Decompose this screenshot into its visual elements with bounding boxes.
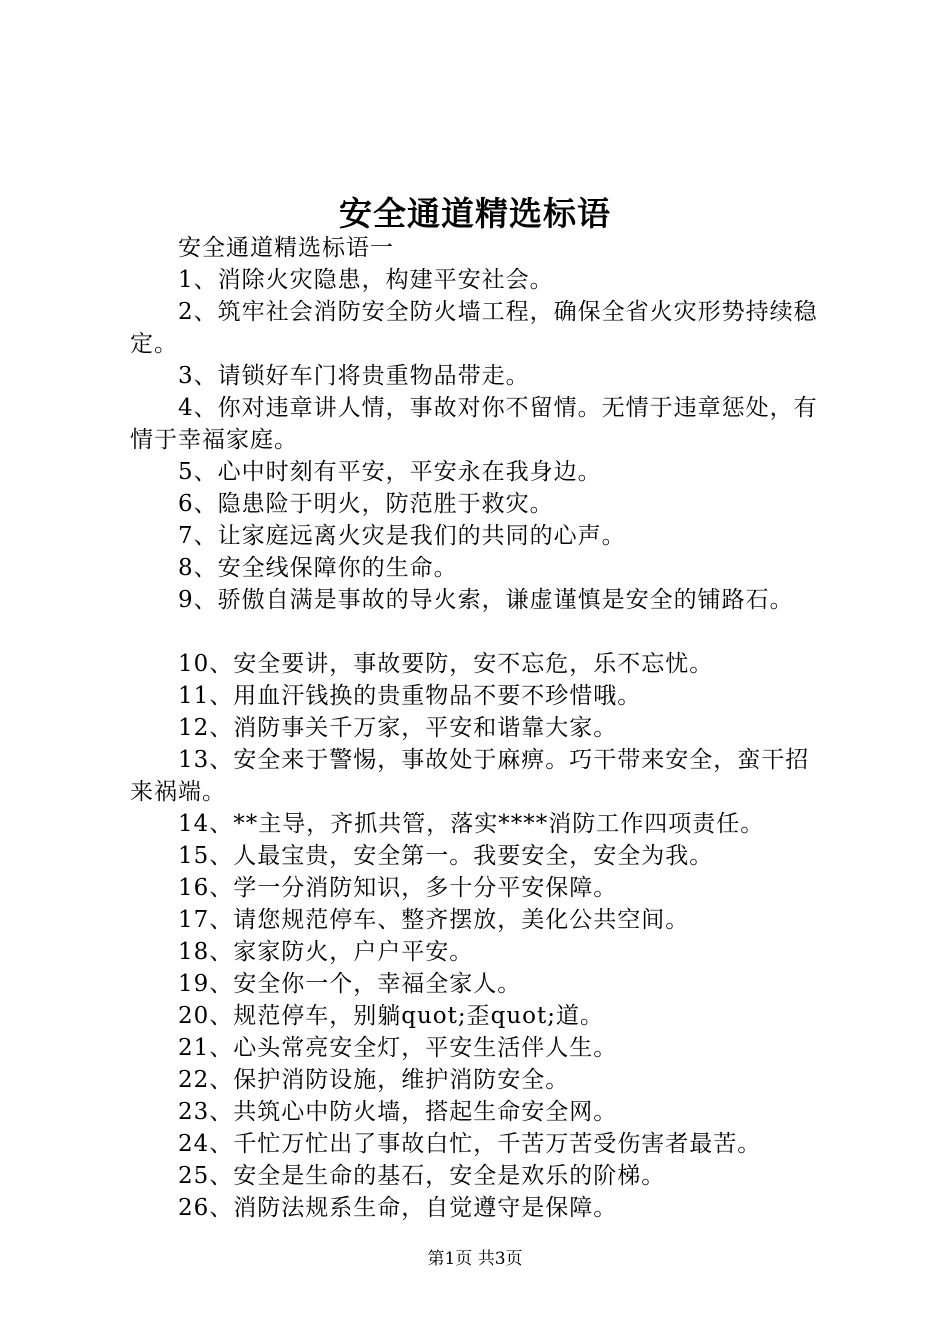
slogan-item: 11、用血汗钱换的贵重物品不要不珍惜哦。 [178,683,642,709]
slogan-item: 14、**主导，齐抓共管，落实****消防工作四项责任。 [178,811,765,837]
slogan-item: 3、请锁好车门将贵重物品带走。 [178,363,530,389]
paragraph-gap [130,616,830,648]
slogan-item: 20、规范停车，别躺quot;歪quot;道。 [178,1003,605,1029]
slogan-list-second [130,648,830,1224]
slogan-item: 23、共筑心中防火墙，搭起生命安全网。 [178,1099,618,1125]
document-title: 安全通道精选标语 [339,194,611,233]
document-body [130,232,830,1224]
slogan-item: 21、心头常亮安全灯，平安生活伴人生。 [178,1035,618,1061]
slogan-item: 26、消防法规系生命，自觉遵守是保障。 [178,1195,618,1221]
slogan-item: 24、千忙万忙出了事故白忙，千苦万苦受伤害者最苦。 [178,1131,762,1157]
slogan-item: 7、让家庭远离火灾是我们的共同的心声。 [178,523,626,549]
slogan-list-first [130,264,830,616]
page-footer: 第1页 共3页 [427,1249,523,1269]
slogan-item: 5、心中时刻有平安，平安永在我身边。 [178,459,602,485]
slogan-item: 13、安全来于警惕，事故处于麻痹。巧干带来安全，蛮干招来祸端。 [130,747,810,805]
slogan-item: 15、人最宝贵，安全第一。我要安全，安全为我。 [178,843,714,869]
slogan-item: 22、保护消防设施，维护消防安全。 [178,1067,570,1093]
slogan-item: 1、消除火灾隐患，构建平安社会。 [178,267,554,293]
slogan-item: 8、安全线保障你的生命。 [178,555,458,581]
section-heading: 安全通道精选标语一 [178,235,394,261]
slogan-item: 16、学一分消防知识，多十分平安保障。 [178,875,618,901]
slogan-item: 6、隐患险于明火，防范胜于救灾。 [178,491,554,517]
slogan-item: 18、家家防火，户户平安。 [178,939,474,965]
slogan-item: 12、消防事关千万家，平安和谐靠大家。 [178,715,618,741]
slogan-item: 17、请您规范停车、整齐摆放，美化公共空间。 [178,907,690,933]
slogan-item: 2、筑牢社会消防安全防火墙工程，确保全省火灾形势持续稳定。 [130,299,818,357]
slogan-item: 25、安全是生命的基石，安全是欢乐的阶梯。 [178,1163,666,1189]
slogan-item: 9、骄傲自满是事故的导火索，谦虚谨慎是安全的铺路石。 [178,587,794,613]
slogan-item: 10、安全要讲，事故要防，安不忘危，乐不忘忧。 [178,651,714,677]
slogan-item: 19、安全你一个，幸福全家人。 [178,971,522,997]
slogan-item: 4、你对违章讲人情，事故对你不留情。无情于违章惩处，有情于幸福家庭。 [130,395,818,453]
